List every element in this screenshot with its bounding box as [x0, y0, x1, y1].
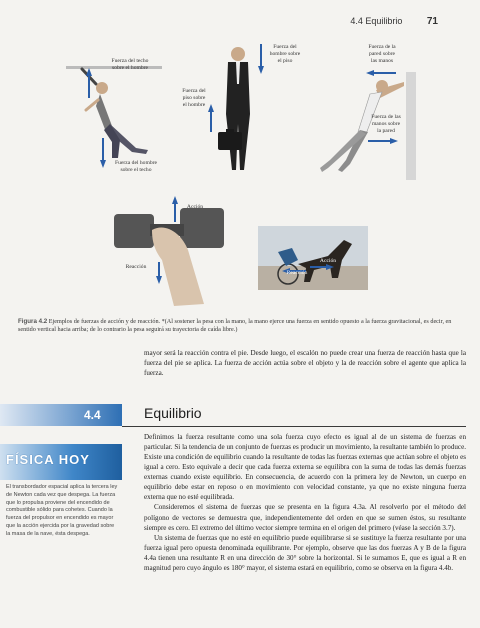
page-header — [350, 16, 438, 27]
intro-paragraph — [144, 348, 466, 378]
page-number: 71 — [426, 16, 438, 27]
label-man-on-floor: Fuerza del hombre sobre el piso — [269, 44, 301, 64]
section-number: 4.4 — [84, 408, 101, 422]
arrow-action-icon — [172, 196, 178, 222]
figure-caption — [18, 318, 468, 335]
arrow-ceiling-on-man-icon — [86, 68, 92, 98]
running-head-chapter: 4.4 Equilibrio — [350, 16, 403, 26]
paragraph-3: Un sistema de fuerzas que no esté en equilibrio puede equilibrarse si se sustituye la fuerza resultante por una fuerza igual pero opuesta denominada equilibrante. Por ejemplo, observe que las dos fuerzas A y B de la figura 4.4a tienen una resultante R en una dirección de 30° sobre la horizontal. Si le sumamos E, que es igual a R en magnitud pero cuyo ángulo es 180° mayor, el sistema estará en equilibrio, como se observa en la figura 4.4b. — [144, 533, 466, 572]
label-hands-on-wall: Fuerza de las manos sobre la pared — [371, 114, 401, 134]
arrow-hands-on-wall-icon — [368, 138, 398, 144]
paragraph-1: Definimos la fuerza resultante como una sola fuerza cuyo efecto es igual al de un sistema de fuerzas en particular. Si la tendencia de un conjunto de fuerzas es producir un movimiento, la resultante también lo produce. Existe una condición de equilibrio cuando la resultante de todas las fuerzas externas que actúan sobre el objeto es igual a cero. Esto equivale a decir que cada fuerza externa se equilibra con la suma de todas las demás fuerzas externas cuando existe equilibrio. En consecuencia, de acuerdo con la primera ley de Newton, un cuerpo en equilibrio debe estar en reposo o en movimiento con velocidad constante, ya que no existe ninguna fuerza externa que no esté equilibrada. — [144, 433, 466, 502]
section-title: Equilibrio — [144, 405, 202, 421]
climber-illustration — [66, 66, 162, 166]
label-wall-on-hands: Fuerza de la pared sobre las manos — [368, 44, 396, 64]
section-rule — [122, 426, 466, 427]
arrow-reaction-icon — [156, 262, 162, 284]
figure-caption-text: Ejemplos de fuerzas de acción y de reacción. *(Al sostener la pesa con la mano, la mano ejerce una fuerza en sentido opuesto a la fuerza gravitacional, es decir, en sentido vertical hacia arriba; de lo contrario la pesa seguirá su trayectoria de caída libre.) — [18, 318, 452, 334]
label-man-on-ceiling: Fuerza del hombre sobre el techo — [115, 160, 157, 173]
section-number-bar — [0, 404, 122, 426]
sidebar-text: El transbordador espacial aplica la tercera ley de Newton cada vez que despega. La fuerza que lo propulsa proviene del encendido de combustible sólido para cohetes. Cuando la fuerza del propulsor en encendido es mayor que la acción ejercida por la gravedad sobre la masa de la nave, ésta despega. — [6, 484, 118, 537]
paragraph-2: Consideremos el sistema de fuerzas que se presenta en la figura 4.3a. Al resolverlo por el método del polígono de vectores se demuestra que, independientemente del orden en que se sumen éstos, su resultante siempre es cero. El extremo del último vector siempre termina en el origen del primero (véase la sección 3.7). — [144, 503, 466, 532]
label-reaction-horse: Reacción — [286, 270, 308, 276]
label-reaction: Reacción — [125, 264, 147, 270]
figure-number: Figura 4.2 — [18, 318, 48, 325]
horse-race-photo — [258, 226, 368, 290]
sidebar-title: FÍSICA HOY — [6, 452, 90, 467]
label-action: Acción — [186, 204, 204, 210]
main-body — [144, 432, 466, 573]
label-ceiling-on-man: Fuerza del techo sobre el hombre — [111, 58, 149, 71]
label-action-horse: Acción — [319, 258, 337, 264]
intro-text: mayor será la reacción contra el pie. Desde luego, el escalón no puede crear una fuerza de reacción hasta que la fuerza del pie se aplica. La fuerza de acción actúa sobre el objeto y la de reacción sobre el agente que aplica la fuerza. — [144, 349, 466, 378]
businessman-illustration — [214, 44, 262, 176]
arrow-wall-on-hands-icon — [366, 70, 396, 76]
label-floor-on-man: Fuerza del piso sobre el hombre — [182, 88, 206, 108]
